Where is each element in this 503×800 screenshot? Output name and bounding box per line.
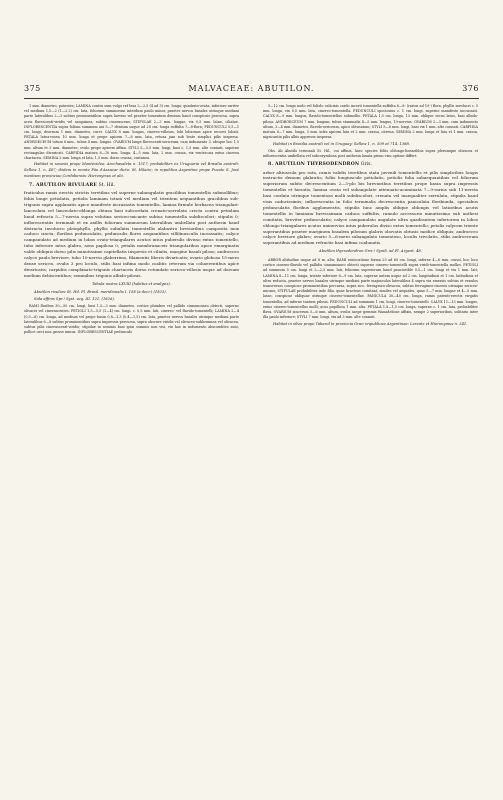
left-column	[24, 104, 239, 337]
species-7-observation: Obs. Ab Abutilo terminali St. Hil., cui affinis, haec species foliis oblongo-lineariblus supra plerumque olivacea et inflorescentia umbellata vel subcorymbosa post anthesin laxata primo visu optime differt.	[263, 148, 478, 158]
header-rule	[24, 98, 479, 99]
species-7-heading	[24, 183, 239, 190]
species-8-name: 8. ABUTILON THYRSODENDRON	[268, 161, 360, 167]
right-column	[263, 104, 478, 329]
species-8-habitat: Habitat in silvis prope Tabarol in provincia Oran reipublicae Argentinae: Lorentz et Hieronymus n. 341.	[273, 321, 468, 326]
species-8-citation: Abutilon thyrsodendron Gris.! Symb. ad Fl. Argent. 48.	[319, 249, 422, 254]
species-7-name: 7. ABUTILON RIVULARE	[29, 182, 98, 188]
species-7-diagnosis: fruticulus ramis erectis strictis teretibus vel superne subangulatis gracilibus tomentellis submollibus; foliis longe petiolatis, petiolis laminam totam vel medium vel trientem aequantibus gracilibus sub-trigonis supra applanatis apice manifeste incrassatis tomentellis, lamina firmule herbacea triangulari-lanceolata vel lanceolato-oblonga obtusa basi subcordata crenato-serrulata crecta contra petiolum haud refracta 5—7-nervia supra velutina sericeo-micante subtus tomentella subdiscolori; stipulis 0; inflorescentiis terminali et ex axillis foliorum summorum lateralibus umbellata post anthesin haud distracta involucro pleiophyllo, phyllis subulatis tomentellis alabastro brevioribus composita mox caduco cincta; floribus pedunculatis, pedunculis flores aequantibus villilinusculis incrassatis; calyce campanulato ad medium in lobos ovato-triangulares acutos intus puberulis divisso extus tomentello, tubo inferiore intus glabro, aens papilosa 0; petalis membranaceis triangularibus apice emarginatis valde obliquis dorso pilis minutissime capitellatis inspersis et ciliatis, margine basali piloso; androeceo calyce paulo breviore, tubo 10-nervio glaberrimo, filamentis liberis divaricatis; ovario globoso 15-mero dense sericeo, ovulis 3 pro loculo, stilis basi infima modo coalitis ceterum via cohaerentibus apice divaricatis; carpidiis complanato-trigonis chartaceis dorso rotundato sericeo-villosis usque ad dorsum medium dehiscentibus; seminibus trigonis albido-pilosis.	[24, 190, 239, 278]
species-8-heading	[263, 162, 478, 169]
species-7-plate-reference: Tabula nostra LXVIII (habitus et analysis).	[92, 281, 171, 286]
species-8-author: Gris.	[360, 161, 372, 167]
running-title: MALVACEAE: ABUTILON.	[188, 84, 315, 93]
species-8-diagnosis: arbor altiuscula pro rata, ramis validis teretibus statu juvenili tomentellis et pilis simplicibus longis instructis demum glabratis; foliis longiuscule petiolatis, petiolis folia subaequantibus vel foliorum superiorum subito decrescentium 2—3-plo bis brevioribus teretibus prope basin supra impressis tomentellis et hirsutis, lamina ovata vel subangulate attenuato-acuminata 7—9-rarius sub 11-nervia basi cordata utrinque tomentosa molli subdiscolori, crenata vel inaequaliter serrulata, stipulis haud visis caducissimis; inflorescentia in folio terminalis decrescentia paniculata floribunda, speciabus pedunculatis floribus agglomeratis, stipulis hinc amplis oblique oblongis vel latioribus acutis tomentellis in laminam brevissimam caduca suffultis, ramulo accessorio minutissimo sub anthesi comitatis, breviter pedunculatis; calyce campanulato angulate ultra quadrantem inferiorem in lobos oblongo-triangulares acutos uninervios intus puberulos diviso extus tomentello; petalis calycem triente superantibus praeter marginem basalem pilosum glabris obovatis obtusis modice obliquis; androeceo calyce breviore glabro; ovario 5—6-mero subangulato tomentoso, loculis trivolatis, stilis androeceum superantibus ad medium refractis basi infima coalunatis.	[263, 169, 478, 246]
species-6-habitat: Habitat in saxosis prope Montevideo: Arechavaleta n. 1517; probabiliter ex Uruguaria vel Brasilia australi: Sellow 1. n. 467; ibidem in monte Pão d'Assucar dicto: St. Hilaire; in republica Argentina prope Puesto S. José mantium provinciae Cordobensis: Hieronymus et alii.	[24, 162, 239, 178]
species-7-habitat: Habitat in Brasilia australi vel in Uruguay: Sellow 1. n. 509 et 714, 1388.	[273, 141, 410, 146]
species-7-citation-1: Abutilon rivulare St. Hil. Fl. Brasil. meridionalis I. 158 (a decr.) (1825).	[34, 290, 167, 295]
species-7-author: St. Hil.	[98, 182, 115, 188]
species-6-description-continued: 1 mm. diametro, patentes; LAMINA contra sum vulgo ref lexa 2—2,5 (4 ad 5) cm. longa, quadrato-ovata, inferiore rariter vel medium 1,5—2 (1—2,2) cm. lata, foliorum summorum interdum paulo minor, praeter nervos basales utrinque mediani parte lateralibus 2—3 subtus prominentibus supra laevius vel praeter tomentum densum haud conspicuis percursa, supra acris flavescenti-viridis vel sanguinea, subtus cinerascens; STIPULAE 2—3 mm. longae, vix 0,5 mm. latae, ciliatae. INFLORESCENTIA supra folium summum axi 5—7 densum usque ad 20 cm. longa suffulta 7—8-flora; PEDUNCULI 0,5—1 cm. longi, deorsum 1 mm. diametro, curvi. CALYX 8 mm. longus, cinereo-villosus, lobi lobiorum apice recurvi lobati. PETALA lutea-rosea 10 mm. longa et prope apicem 7—8 mm. lata, retusa jam sub lente simplici pilis inspersa. ANDROECEUM totum 6 mm., tubus 4 mm. longus. OVARIUM longe flavescenti-sericeum, cum indumento 3, absque hoc 1,5 mm. altum et 3 mm. diametro; ovulo prope apicem affixa. STYLI 5—5,5 mm. longi, basi c. 1,5 mm. alte connati, superne rectangulae divaricati. CARPIDIA matura 8—10 mm. longa, 4—5 mm. lata, 2 mm. crassa, vix ventricosa extus cinerea chartacea. SEMINA 2 mm. longa et lata, 1,5 mm. dorso crassa, castanea.	[24, 104, 239, 161]
species-8-description: ARBOR altitudine usque ad 8 m. alta; RAMI exsiccatione forma 25 ad 60 cm. longi, inferne 4—6 mm. crassi, hoc loco cortice cinereo-flavido vel pallidis cinnamomeo obtecti superne cinereo-tomentelli supra viridi-tomentella molles. PETIOLI ad summum 5 cm. longi et 2—2,5 mm. lati, foliorum superiorum haud pauciorible 0,5—1 cm. longi et vix 1 mm. lati; LAMINA 8—11 cm. longa, triente inferiore 6—9 cm. lata, superne autem usque ad 2 cm. longitudinis et 1 cm. latitudinis et ultra reducta, praeter nervos basales utrinque mediani parte majusculos lateralibus 4 supra vix emersis subtus et venulos transversos conspicue prominentibus percursa, supra sicc. ferrugineo-olivacea, subtus ferrugineo-cinerea utrinque sericeo-micans; STIPULAE probabiliter inde filia, quae bracteas comitant, similes vel aequales, quae 5—7 mm. longae et 4—5 mm. latae, conspicue obliquae utrinque cinereo-tomentellae. PANICULA 30—40 cm. longa, ramis patenti-erectis virgatis tomentellis, ad inferne tantum pilosis. PEDUNCULI ad summum 1 cm. longi, cinereo-tomentelli. CALYX 11—13 mm. longus, extus cinereo-tomentellus molli; acus papillosa 1 mm. alta. PETALA 1,8—1,5 cm. longa, superne c. 1 cm. lata, probabiliter flava. OVARIUM sincerum 5—6 mm. altum, ovulis saepe gemmis Wanadelicae affixis, nempe 2 superioribus, solitario inter illa paulo inferiore; STYLI 7 mm. longi, vix ad 3 mm. alte connati.	[263, 257, 478, 320]
species-7-citation-2: Sida affinis Spr.! Syst. veg. III. 121. (1826).	[34, 297, 115, 302]
page-number-right: 376	[462, 84, 479, 93]
species-7-description: RAMI floribus 30—50 cm. longi, basi 1,5—3 mm. diametro, cortice plumbeo vel pallido cinnamomeo obtecti, superne olivacei vel cinerascentes. PETIOLI 1,5—5,5 (1—4) cm. longi, c. 0,5 mm. lati, cinereo- vel flavido-tomentelli; LAMINA 2—4 (0,5—6) cm. longa, ad medium vel prope basin 0,8—1,3 (0,4—1,5) cm. lata, praeter nervos basales utrinque mediani parte lateralibus 6—8 subtus prominentibus supra impressis percursa, supra obscure viridis vel olivaceo-subbrunnea vel olivacea, subtus pilis cinerascenti-viridis; stipulae in seminis basi ipsis somniis non visi, vix hae in indumento abscondites sunt, pollice circi non grosse minus. INFLORESCENTIAE pedunculo	[24, 304, 239, 335]
running-header	[20, 84, 483, 98]
species-7-description-continued: 5—12 cm. longo nodo vel foliolo calicinis cardo incerti tomentella suffulta 6—8- (rarius ad 10-) flora, phyllis involucri c. 5 mm. longa, vix 0,5 mm. lata, cinereo-tomentella. PEDUNCULI speciosius c. 1 cm. longi, superne manifeste incrassati. CALYX 8—9 mm. longus, flavido-tomentellus submollis. PETALA 1,5 cm. longa, 13 mm. oblique secus latus, basi albido-pilosa. ANDROECEUM 7 mm. longum, tubus staminalis 4—5 mm. longus, 10-nervius. OVARIUM 2—3 mm. cum indumento altum, 3—4 mm. diametro, flavido-sericeum, apice obtusatum; STYLI 5—6 mm. longi, basi vix 1 mm. alte connati. CARPIDIA matura 6—7 mm. longa, 5 mm. infra apicem lata et 2 mm. crassa, citrena. SEMINA 2 mm. longa et lata et 1 mm. crassa, nigricantia pilis albis appresse inspersa.	[263, 104, 478, 140]
page-number-left: 375	[24, 84, 41, 93]
